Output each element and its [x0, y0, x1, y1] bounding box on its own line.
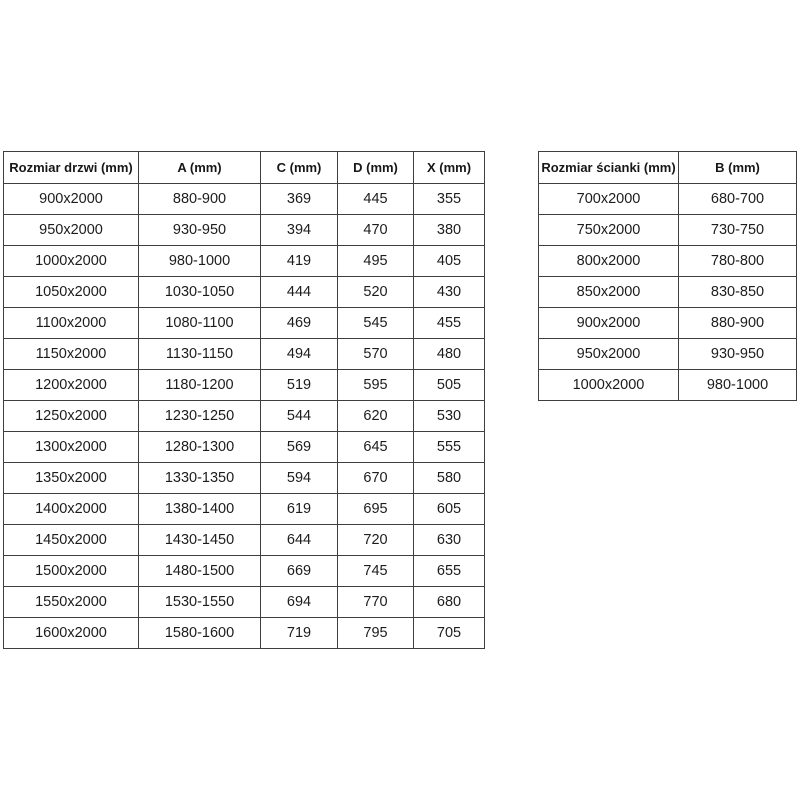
table-row	[4, 432, 485, 463]
table-cell: 620	[338, 401, 414, 432]
table-cell: 719	[261, 618, 338, 649]
table-cell: 745	[338, 556, 414, 587]
table-cell: 619	[261, 494, 338, 525]
table-cell: 694	[261, 587, 338, 618]
table-row	[4, 401, 485, 432]
table-cell: 645	[338, 432, 414, 463]
table-cell: 1200x2000	[4, 370, 139, 401]
table-cell: 369	[261, 184, 338, 215]
table-row	[539, 184, 797, 215]
table-cell: 419	[261, 246, 338, 277]
table-cell: 980-1000	[679, 370, 797, 401]
table-cell: 680-700	[679, 184, 797, 215]
table-cell: 670	[338, 463, 414, 494]
table-cell: 780-800	[679, 246, 797, 277]
table-row	[4, 184, 485, 215]
table-cell: 795	[338, 618, 414, 649]
table-row	[539, 215, 797, 246]
table-cell: 1250x2000	[4, 401, 139, 432]
table-header-cell: D (mm)	[338, 152, 414, 184]
table-cell: 530	[414, 401, 485, 432]
table-cell: 680	[414, 587, 485, 618]
table-cell: 900x2000	[539, 308, 679, 339]
door-size-table	[3, 151, 485, 649]
table-cell: 455	[414, 308, 485, 339]
table-row	[539, 246, 797, 277]
table-cell: 750x2000	[539, 215, 679, 246]
table-cell: 720	[338, 525, 414, 556]
table-cell: 594	[261, 463, 338, 494]
table-row	[4, 587, 485, 618]
table-cell: 470	[338, 215, 414, 246]
table-cell: 1350x2000	[4, 463, 139, 494]
table-cell: 520	[338, 277, 414, 308]
table-cell: 800x2000	[539, 246, 679, 277]
table-row	[4, 370, 485, 401]
table-cell: 519	[261, 370, 338, 401]
table-row	[4, 215, 485, 246]
table-cell: 669	[261, 556, 338, 587]
table-row	[4, 494, 485, 525]
table-cell: 850x2000	[539, 277, 679, 308]
table-cell: 1300x2000	[4, 432, 139, 463]
table-cell: 1500x2000	[4, 556, 139, 587]
table-cell: 730-750	[679, 215, 797, 246]
table-row	[539, 370, 797, 401]
table-cell: 930-950	[139, 215, 261, 246]
table-header-cell: C (mm)	[261, 152, 338, 184]
table-cell: 1050x2000	[4, 277, 139, 308]
table-cell: 380	[414, 215, 485, 246]
table-cell: 950x2000	[4, 215, 139, 246]
table-row	[4, 525, 485, 556]
table-cell: 445	[338, 184, 414, 215]
table-cell: 1280-1300	[139, 432, 261, 463]
table-cell: 1080-1100	[139, 308, 261, 339]
table-cell: 1430-1450	[139, 525, 261, 556]
table-row	[539, 308, 797, 339]
table-row	[4, 308, 485, 339]
table-cell: 1150x2000	[4, 339, 139, 370]
table-cell: 1180-1200	[139, 370, 261, 401]
table-cell: 555	[414, 432, 485, 463]
table-cell: 355	[414, 184, 485, 215]
table-cell: 1330-1350	[139, 463, 261, 494]
table-cell: 880-900	[139, 184, 261, 215]
table-cell: 830-850	[679, 277, 797, 308]
table-row	[539, 277, 797, 308]
table-cell: 595	[338, 370, 414, 401]
table-row	[4, 246, 485, 277]
table-cell: 545	[338, 308, 414, 339]
table-header-row	[539, 152, 797, 184]
table-cell: 1230-1250	[139, 401, 261, 432]
table-cell: 695	[338, 494, 414, 525]
door-size-table	[3, 151, 484, 649]
table-cell: 980-1000	[139, 246, 261, 277]
table-cell: 570	[338, 339, 414, 370]
table-cell: 900x2000	[4, 184, 139, 215]
table-cell: 705	[414, 618, 485, 649]
table-row	[4, 463, 485, 494]
table-row	[4, 277, 485, 308]
table-cell: 544	[261, 401, 338, 432]
table-cell: 580	[414, 463, 485, 494]
wall-size-table	[538, 151, 796, 401]
table-row	[4, 339, 485, 370]
table-cell: 644	[261, 525, 338, 556]
table-cell: 1400x2000	[4, 494, 139, 525]
table-cell: 880-900	[679, 308, 797, 339]
table-cell: 1580-1600	[139, 618, 261, 649]
table-cell: 494	[261, 339, 338, 370]
table-cell: 700x2000	[539, 184, 679, 215]
table-cell: 394	[261, 215, 338, 246]
table-row	[4, 556, 485, 587]
table-cell: 480	[414, 339, 485, 370]
table-cell: 1450x2000	[4, 525, 139, 556]
table-cell: 405	[414, 246, 485, 277]
table-cell: 950x2000	[539, 339, 679, 370]
table-cell: 495	[338, 246, 414, 277]
table-cell: 1000x2000	[539, 370, 679, 401]
table-cell: 1530-1550	[139, 587, 261, 618]
table-cell: 1550x2000	[4, 587, 139, 618]
table-cell: 1380-1400	[139, 494, 261, 525]
table-header-cell: Rozmiar ścianki (mm)	[539, 152, 679, 184]
table-cell: 430	[414, 277, 485, 308]
table-cell: 1100x2000	[4, 308, 139, 339]
table-cell: 1480-1500	[139, 556, 261, 587]
table-cell: 469	[261, 308, 338, 339]
table-row	[4, 618, 485, 649]
wall-size-table	[538, 151, 797, 401]
table-header-cell: B (mm)	[679, 152, 797, 184]
table-cell: 930-950	[679, 339, 797, 370]
table-header-row	[4, 152, 485, 184]
table-cell: 444	[261, 277, 338, 308]
table-cell: 1030-1050	[139, 277, 261, 308]
table-header-cell: Rozmiar drzwi (mm)	[4, 152, 139, 184]
table-row	[539, 339, 797, 370]
table-cell: 655	[414, 556, 485, 587]
table-header-cell: X (mm)	[414, 152, 485, 184]
table-header-cell: A (mm)	[139, 152, 261, 184]
table-cell: 605	[414, 494, 485, 525]
table-cell: 770	[338, 587, 414, 618]
table-cell: 630	[414, 525, 485, 556]
table-cell: 505	[414, 370, 485, 401]
table-cell: 1000x2000	[4, 246, 139, 277]
table-cell: 1130-1150	[139, 339, 261, 370]
table-cell: 1600x2000	[4, 618, 139, 649]
table-cell: 569	[261, 432, 338, 463]
